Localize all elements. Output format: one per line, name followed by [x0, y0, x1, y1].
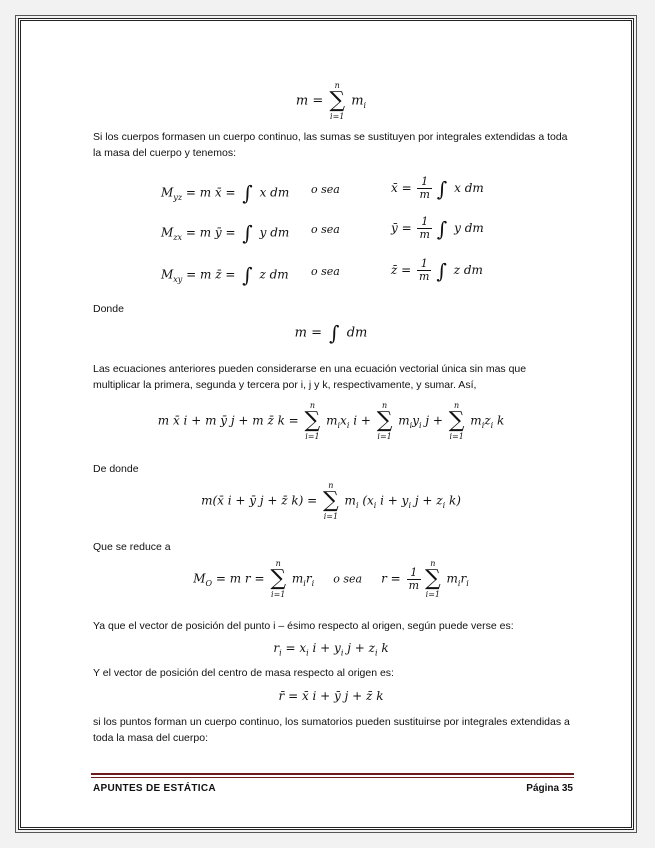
paragraph-vector-equation: Las ecuaciones anteriores pueden considerarse en una ecuación vectorial única sin mas que multiplicar la primera, segunda y tercera por i, j y k, respectivamente, y sumar. Así,: [93, 363, 527, 391]
equation-vector-sum: m x̄ i + m ȳ j + m z̄ k = n ∑ i=1 $m_ix_i$ i + n ∑ i=1 $m_iy_i$ j + n ∑ i=1 $m_iz_i$ k: [157, 401, 505, 441]
label-que-se-reduce: Que se reduce a: [93, 541, 171, 553]
paragraph-continuous-body: Si los cuerpos formasen un cuerpo continuo, las sumas se sustituyen por integrales extendidas a toda la masa del cuerpo y tenemos:: [93, 131, 568, 159]
footer-divider: [91, 773, 574, 775]
equation-rbar: r̄ = x̄ i + ȳ j + z̄ k: [278, 689, 384, 703]
page-number: Página 35: [526, 783, 573, 794]
paragraph-position-vector: Ya que el vector de posición del punto i – ésimo respecto al origen, según puede verse es:: [93, 620, 514, 632]
equation-factored: m(x̄ i + ȳ j + z̄ k) = n ∑ i=1 $m_i$ ($x_i$ $i + y_i$ $j + z_i$ k): [201, 481, 461, 521]
footer-title: APUNTES DE ESTÁTICA: [93, 783, 216, 794]
paragraph-continuous-sums: si los puntos forman un cuerpo continuo, los sumatorios pueden sustituirse por integrales extendidas a toda la masa del cuerpo:: [93, 716, 570, 744]
paragraph-center-of-mass: Y el vector de posición del centro de masa respecto al origen es:: [93, 667, 394, 679]
equation-ri: $r_i = x_i$ $i + y_i$ $j + z_i$ k: [273, 641, 389, 658]
footer-divider-thin: [91, 777, 574, 778]
equation-mass-integral: m = ∫ dm: [294, 321, 368, 345]
document-page: m = n ∑ i=1 $m_i$ Si los cuerpos formasen un cuerpo continuo, las sumas se sustituyen por integrales extendidas a toda la masa del cuerpo y tenemos: $M_{yz} = m$ x̄ = ∫ x dm o sea x̄ = $\frac{1}{m}$ ∫ x dm $M_{zx} = m$ ȳ = ∫ y dm o sea ȳ = $\frac{1}{m}$ ∫ y dm $M_{xy} = m$ z̄ = ∫ z dm o sea z̄ = $\frac{1}{m}$ ∫ z dm Donde m = ∫ dm Las ecuaciones anteriores pueden considerarse en una ecuación vectorial única sin mas que multiplicar la primera, segunda y tercera por i, j y k, respectivamente, y sumar. Así, m x̄ i + m ȳ j + m z̄ k = n ∑ i=1 $m_ix_i$ i + n ∑ i=1 $m_iy_i$ j + n ∑ i=1 $m_iz_i$ k De donde m(x̄ i + ȳ j + z̄ k) = n ∑ i=1 $m_i$ ($x_i$ $i + y_i$ $j + z_i$ k) Que se reduce a $M_O = m$ r = n ∑ i=1 $m_ir_i$ o sea r = $\frac{1}{m}$ n ∑ i=1 $m_ir_i$ Ya que el vector de posición del punto i – ésimo respecto al origen, según puede verse es: $r_i = x_i$ $i + y_i$ $j + z_i$ k Y el vector de posición del centro de masa respecto al origen es: r̄ = x̄ i + ȳ j + z̄ k si los puntos forman un cuerpo continuo, los sumatorios pueden sustituirse por integrales extendidas a toda la masa del cuerpo: APUNTES DE ESTÁTICA Página 35: [18, 18, 634, 830]
label-donde: Donde: [93, 303, 124, 315]
equation-total-mass: m = n ∑ i=1 $m_i$: [295, 81, 367, 121]
label-de-donde: De donde: [93, 463, 139, 475]
equation-moment-origin: $M_O = m$ r = n ∑ i=1 $m_ir_i$ o sea r = $\frac{1}{m}$ n ∑ i=1 $m_ir_i$: [193, 559, 469, 599]
